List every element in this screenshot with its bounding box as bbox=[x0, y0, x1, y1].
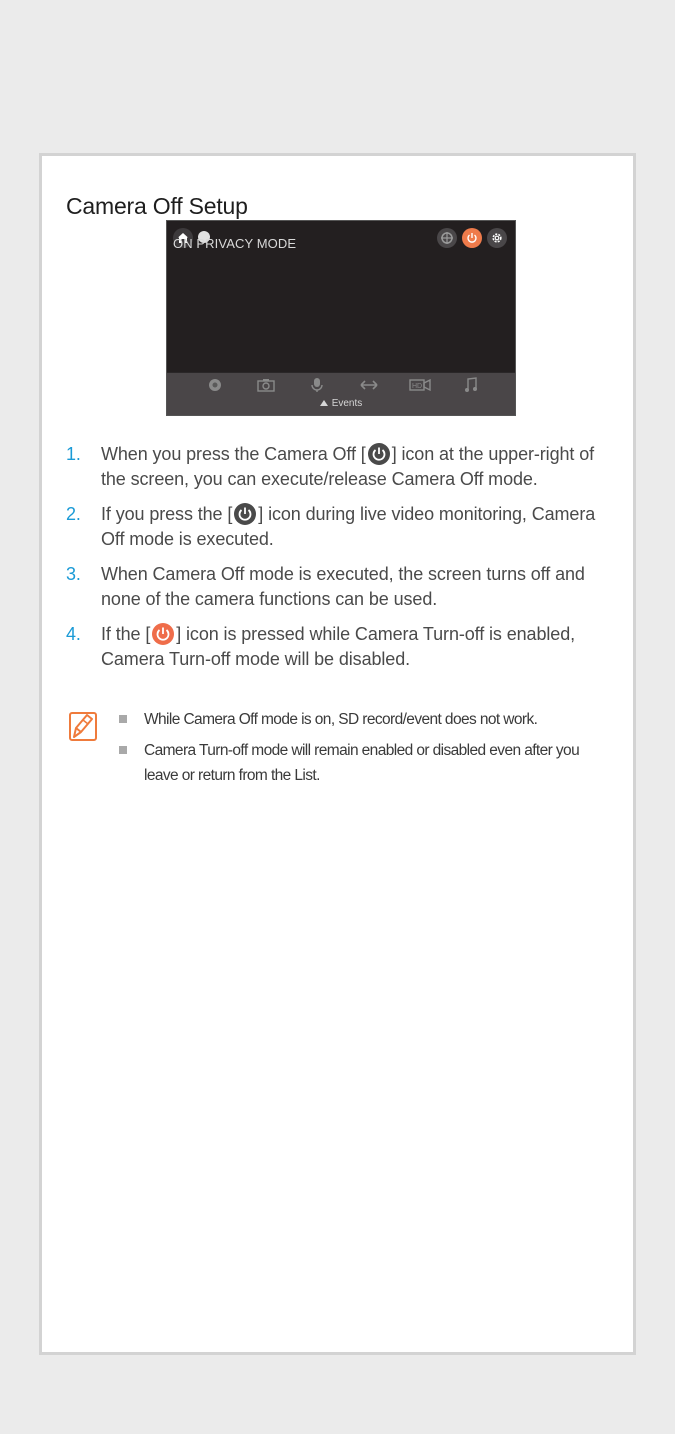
step-item: 1. When you press the Camera Off [ ] icon at the upper-right of the screen, you can execute/release Camera Off mode. bbox=[66, 444, 595, 489]
step-item: 3. When Camera Off mode is executed, the screen turns off and none of the camera functions can be used. bbox=[66, 564, 585, 609]
video-quality-icon bbox=[408, 377, 432, 393]
chevron-up-icon bbox=[320, 400, 328, 406]
power-icon bbox=[462, 228, 482, 248]
svg-text:HD: HD bbox=[411, 383, 422, 390]
step-item: 2. If you press the [ ] icon during live video monitoring, Camera Off mode is executed. bbox=[66, 504, 596, 549]
note-item: Camera Turn-off mode will remain enabled or disabled even after you leave or return from the List. bbox=[119, 738, 609, 788]
music-icon bbox=[459, 377, 483, 393]
section-title: Camera Off Setup bbox=[66, 193, 248, 220]
note-pencil-icon bbox=[68, 710, 98, 742]
screen-bottom-toolbar bbox=[167, 372, 515, 415]
gear-icon bbox=[487, 228, 507, 248]
note-list bbox=[119, 707, 609, 794]
note-item: While Camera Off mode is on, SD record/event does not work. bbox=[119, 707, 609, 732]
events-toggle: Events bbox=[167, 398, 515, 409]
page-card bbox=[39, 153, 636, 1355]
privacy-mode-label: ON PRIVACY MODE bbox=[173, 236, 297, 251]
camera-icon bbox=[254, 377, 278, 393]
step-item: 4. If the [ ] icon is pressed while Camera Turn-off is enabled, Camera Turn-off mode will be disabled. bbox=[66, 624, 576, 669]
steps-list bbox=[66, 442, 606, 682]
bullet-square bbox=[119, 746, 127, 754]
flip-icon bbox=[357, 377, 381, 393]
camera-screen-preview bbox=[166, 220, 516, 416]
screen-top-icons bbox=[437, 228, 507, 248]
power-icon-orange bbox=[152, 623, 174, 645]
power-icon bbox=[234, 503, 256, 525]
mic-icon bbox=[305, 377, 329, 393]
bullet-square bbox=[119, 715, 127, 723]
ptz-icon bbox=[437, 228, 457, 248]
record-icon bbox=[203, 377, 227, 393]
power-icon bbox=[368, 443, 390, 465]
